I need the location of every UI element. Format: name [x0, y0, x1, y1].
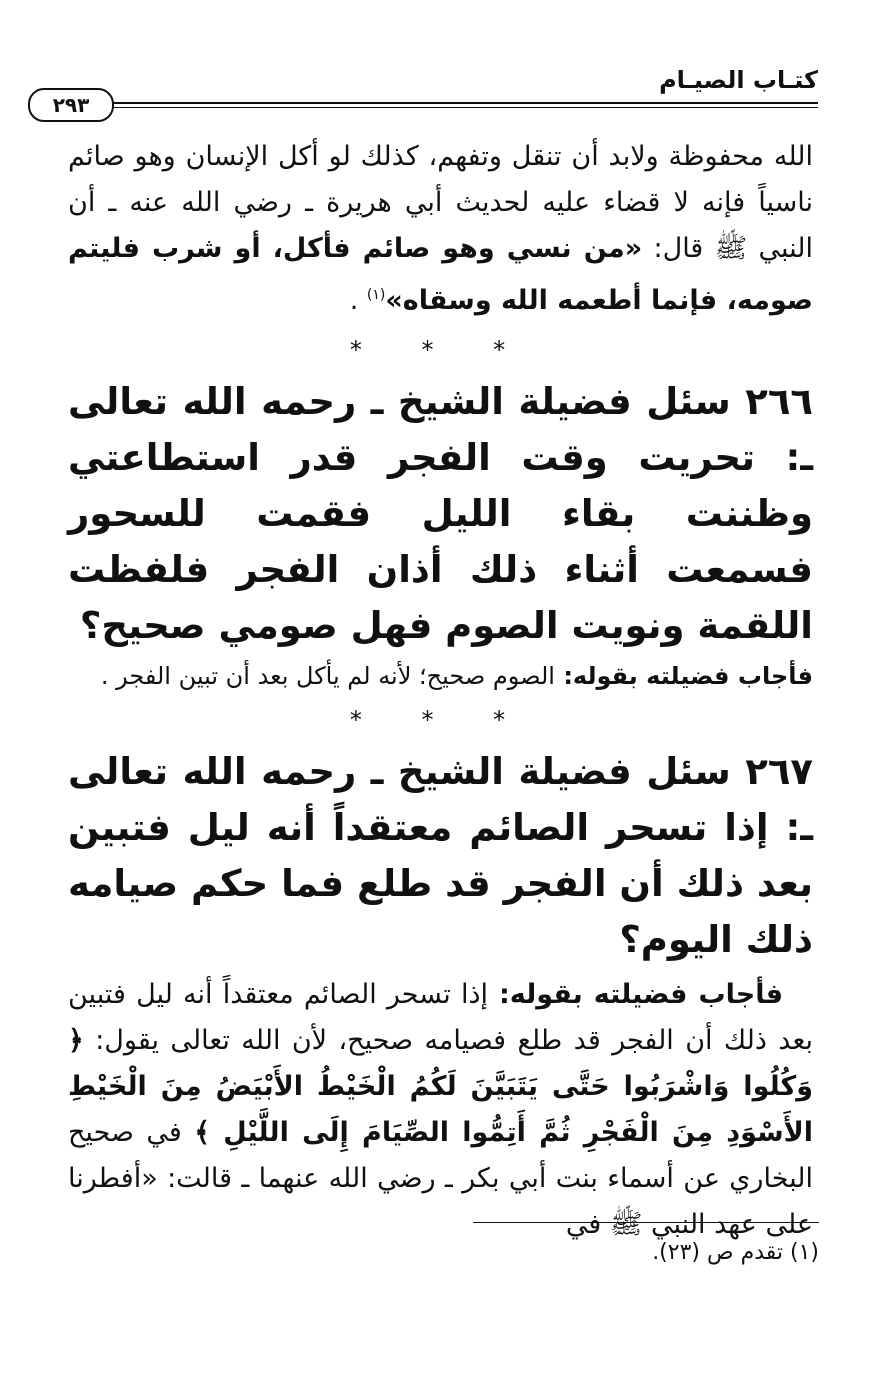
question-266: ٢٦٦ سئل فضيلة الشيخ ـ رحمه الله تعالى ـ: تحريت وقت الفجر قدر استطاعتي وظننت بقاء الليل فقمت للسحور فسمعت أثناء ذلك أذان الفجر فلفظت اللقمة ونويت الصوم فهل صومي صحيح؟ [68, 380, 813, 647]
page-number: ٢٩٣ [28, 88, 114, 122]
header-rule [108, 102, 818, 108]
section-separator: * * * [349, 706, 532, 734]
section-separator: * * * [349, 336, 532, 364]
footnote-ref[interactable]: (١) [366, 287, 386, 303]
footnote-rule [473, 1222, 819, 1223]
answer-lead: فأجاب فضيلته بقوله: [487, 979, 784, 1010]
answer-text: الصوم صحيح؛ لأنه لم يأكل بعد أن تبين الفجر . [100, 662, 555, 690]
quran-verse: ﴿ وَكُلُوا وَاشْرَبُوا حَتَّى يَتَبَيَّنَ لَكُمُ الْخَيْطُ الأَبْيَضُ مِنَ الْخَيْطِ الأَسْوَدِ مِنَ الْفَجْرِ ثُمَّ أَتِمُّوا الصِّيَامَ إِلَى اللَّيْلِ ﴾ [68, 1025, 813, 1148]
answer-lead: فأجاب فضيلته بقوله: [554, 662, 813, 690]
paragraph-ending: . [349, 285, 367, 316]
answer-266 [68, 658, 813, 694]
footnote: (١) تقدم ص (٢٣). [652, 1240, 819, 1265]
answer-text: إذا تسحر الصائم معتقداً أنه ليل فتبين بعد ذلك أن الفجر قد طلع فصيامه صحيح، لأن الله تعالى يقول: [68, 979, 813, 1056]
hadith-quote: «من نسي وهو صائم فأكل، أو شرب فليتم صومه، فإنما أطعمه الله وسقاه» [68, 233, 813, 316]
paragraph-text: الله محفوظة ولابد أن تنقل وتفهم، كذلك لو أكل الإنسان وهو صائم ناسياً فإنه لا قضاء عليه لحديث أبي هريرة ـ رضي الله عنه ـ أن النبي ﷺ قال: [68, 141, 813, 264]
page-header [28, 62, 818, 122]
page-content [68, 134, 813, 1248]
answer-text-continued: في صحيح البخاري عن أسماء بنت أبي بكر ـ رضي الله عنهما ـ قالت: «أفطرنا على عهد النبي ﷺ في [68, 1117, 813, 1240]
question-267: ٢٦٧ سئل فضيلة الشيخ ـ رحمه الله تعالى ـ: إذا تسحر الصائم معتقداً أنه ليل فتبين بعد ذلك أن الفجر قد طلع فما حكم صيامه ذلك اليوم؟ [68, 750, 813, 961]
book-title: كتـاب الصيـام [659, 66, 818, 94]
paragraph-continuation [68, 134, 813, 324]
answer-267 [68, 972, 813, 1248]
